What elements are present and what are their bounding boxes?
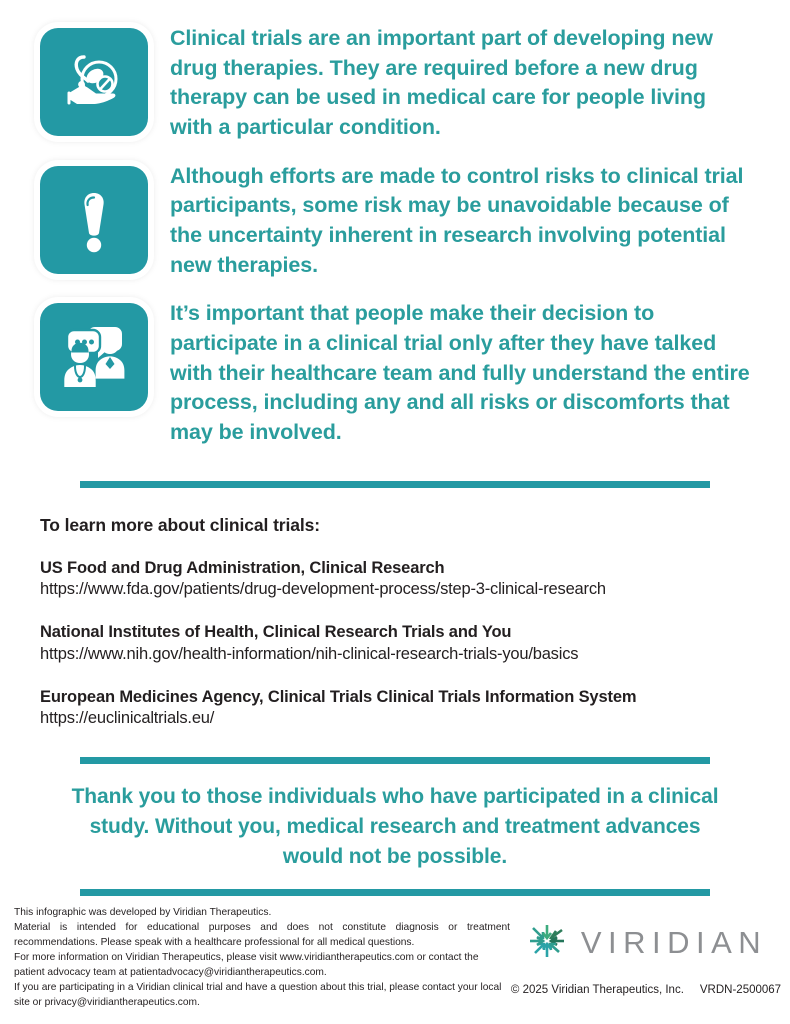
divider-thanks-top: [80, 757, 710, 764]
exclamation-mark-icon: [40, 166, 148, 274]
viridian-wordmark: VIRIDIAN: [580, 925, 768, 961]
footer: [0, 905, 790, 1011]
info-block-1: [0, 22, 790, 143]
learn-more-section: [0, 515, 790, 730]
copyright-text: © 2025 Viridian Therapeutics, Inc.: [510, 983, 684, 996]
info-block-2: [0, 160, 790, 281]
resource-title: European Medicines Agency, Clinical Trials Clinical Trials Information System: [40, 687, 637, 706]
info-block-3-text: It’s important that people make their decision to participate in a clinical trial only after they have talked with their healthcare team and fully understand the entire process, including any and all risks or discomforts that may be involved.: [170, 301, 750, 444]
legal-line-1: This infographic was developed by Viridian Therapeutics.: [14, 906, 272, 918]
info-block-2-text: Although efforts are made to control risks to clinical trial participants, some risk may be unavoidable because of the uncertainty inherent in research involving potential new therapies.: [170, 163, 744, 277]
info-block-1-text: Clinical trials are an important part of developing new drug therapies. They are required before a new drug therapy can be used in medical care for people living with a particular condition.: [170, 26, 713, 139]
copyright-line: [511, 984, 781, 996]
resource-item: [40, 687, 750, 730]
thank-you-message: Thank you to those individuals who have participated in a clinical study. Without you, medical research and treatment advances would not be possible.: [71, 785, 719, 868]
footer-legal: [14, 905, 510, 1011]
resource-url[interactable]: https://www.nih.gov/health-information/nih-clinical-research-trials-you/basics: [40, 644, 579, 663]
learn-more-heading: To learn more about clinical trials:: [40, 514, 321, 535]
divider-thanks-bottom: [80, 889, 710, 896]
legal-line-4: If you are participating in a Viridian clinical trial and have a question about this trial, please contact your local site or privacy@viridiantherapeutics.com.: [14, 982, 502, 1009]
resource-title: National Institutes of Health, Clinical Research Trials and You: [40, 623, 512, 642]
resource-item: [40, 622, 750, 665]
viridian-logo: [525, 919, 767, 968]
info-block-3: [0, 297, 790, 447]
doctor-patient-conversation-icon: [40, 303, 148, 411]
viridian-burst-icon: [525, 919, 569, 968]
resource-item: [40, 558, 750, 601]
legal-line-2: Material is intended for educational purposes and does not constitute diagnosis or treatment recommendations. Please speak with a healthcare professional for all medical questions.: [14, 921, 510, 948]
document-code: VRDN-2500067: [699, 983, 782, 996]
divider-top: [80, 481, 710, 488]
resource-url[interactable]: https://www.fda.gov/patients/drug-development-process/step-3-clinical-research: [40, 579, 606, 598]
footer-branding: [510, 905, 782, 996]
hand-holding-pills-stethoscope-icon: [40, 28, 148, 136]
legal-line-3: For more information on Viridian Therapeutics, please visit www.viridiantherapeutics.com or contact the patient advocacy team at patientadvocacy@viridiantherapeutics.com.: [14, 951, 479, 978]
resource-title: US Food and Drug Administration, Clinical Research: [40, 558, 445, 577]
resource-url[interactable]: https://euclinicaltrials.eu/: [40, 709, 215, 728]
